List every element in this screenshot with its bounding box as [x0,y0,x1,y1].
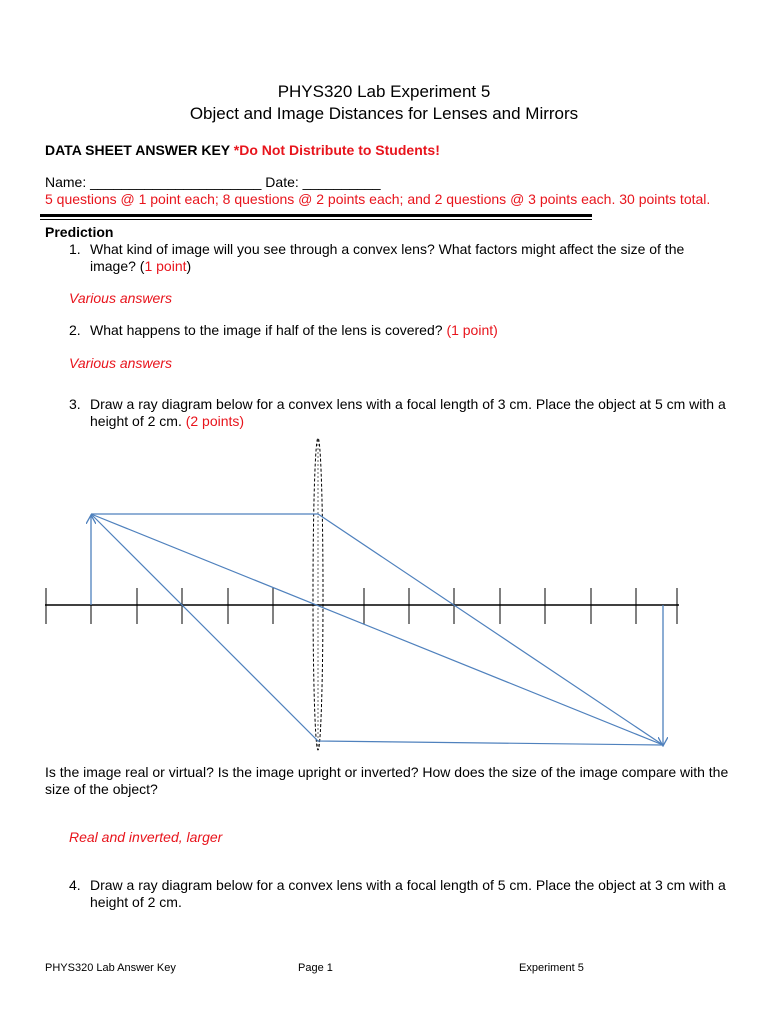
question-4-number: 4. [69,877,81,893]
footer-left: PHYS320 Lab Answer Key [45,962,176,974]
question-3-line2-text: height of 2 cm. [90,413,182,429]
question-1-line2-text: image? ( [90,258,145,274]
document-subtitle: Object and Image Distances for Lenses and Mirrors [189,104,579,123]
question-1-number: 1. [69,241,81,257]
question-3-line1: Draw a ray diagram below for a convex lens with a focal length of 3 cm. Place the object at 5 cm with a [90,396,726,412]
footer-page-number: Page 1 [298,962,333,974]
prediction-heading: Prediction [45,224,114,240]
central-ray [91,514,663,745]
light-rays [91,514,663,745]
question-2-number: 2. [69,322,81,338]
question-2-answer: Various answers [69,355,172,371]
question-2-text: What happens to the image if half of the lens is covered? [90,322,443,338]
question-4-line2: height of 2 cm. [90,894,182,910]
name-date-field: Name: ______________________ Date: __________ [45,174,381,190]
question-3-number: 3. [69,396,81,412]
question-3-points: (2 points) [185,413,245,429]
question-3-answer: Real and inverted, larger [69,829,223,845]
points-summary: 5 questions @ 1 point each; 8 questions @ 2 points each; and 2 questions @ 3 points each. 30 points total. [45,191,711,207]
answer-key-label: DATA SHEET ANSWER KEY [45,142,230,158]
do-not-distribute-warning: *Do Not Distribute to Students! [233,142,440,158]
question-1-answer: Various answers [69,290,172,306]
question-3-followup-line2: size of the object? [45,781,158,797]
question-1-points: 1 point [144,258,187,274]
footer-right: Experiment 5 [519,962,584,974]
axis-ticks [46,588,677,624]
question-4-line1: Draw a ray diagram below for a convex lens with a focal length of 5 cm. Place the object at 3 cm with a [90,877,726,893]
question-1-close-paren: ) [186,258,192,274]
document-title: PHYS320 Lab Experiment 5 [277,82,491,101]
question-2-points: (1 point) [446,322,498,338]
question-1-line1: What kind of image will you see through a convex lens? What factors might affect the size of the [90,241,685,257]
question-3-followup-line1: Is the image real or virtual? Is the image upright or inverted? How does the size of the image compare with the [45,764,729,780]
